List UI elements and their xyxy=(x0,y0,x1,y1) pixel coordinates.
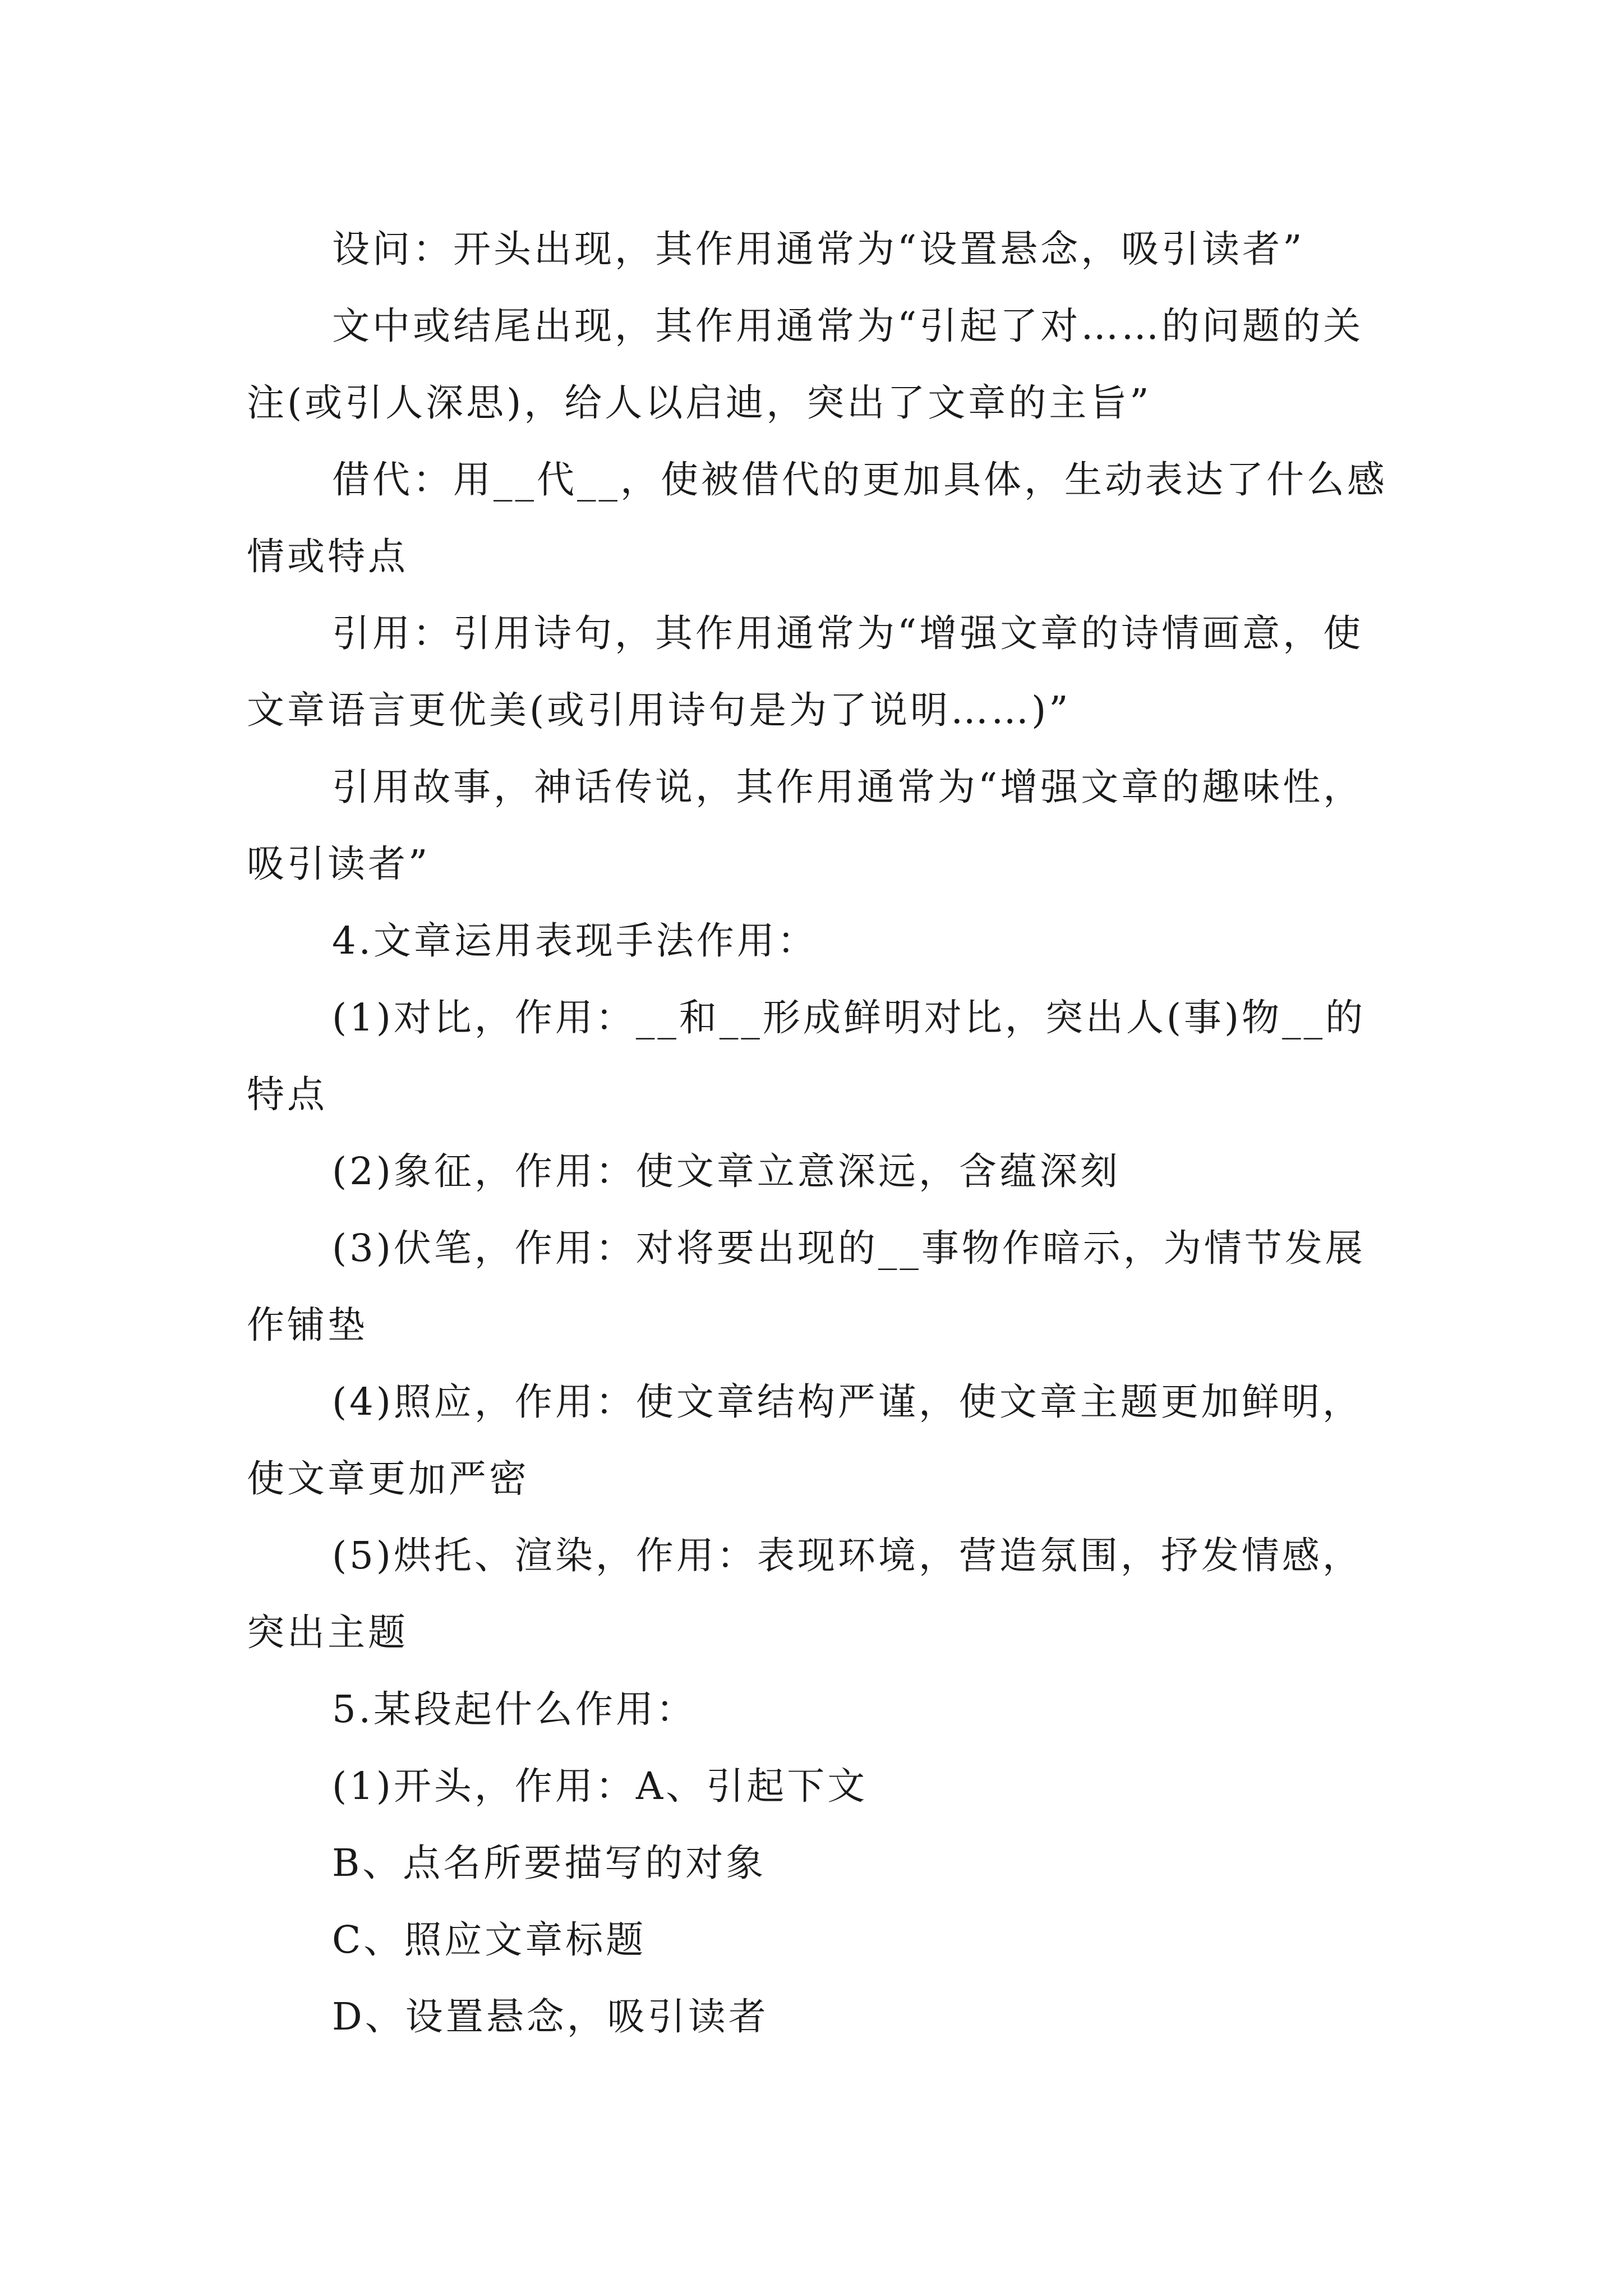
paragraph-echoing: (4)照应，作用：使文章结构严谨，使文章主题更加鲜明，使文章更加严密 xyxy=(247,1380,1363,1501)
list-item-b: B、点名所要描写的对象 xyxy=(332,1841,767,1885)
section-heading-paragraph-function: 5.某段起什么作用： xyxy=(332,1687,697,1731)
list-item-d: D、设置悬念，吸引读者 xyxy=(332,1995,769,2039)
paragraph-setting-off: (5)烘托、渲染，作用：表现环境，营造氛围，抒发情感，突出主题 xyxy=(247,1534,1363,1654)
paragraph-symbolism: (2)象征，作用：使文章立意深远，含蕴深刻 xyxy=(332,1149,1121,1193)
paragraph-contrast: (1)对比，作用：__和__形成鲜明对比，突出人(事)物__的特点 xyxy=(247,996,1366,1116)
paragraph-quotation-poems: 引用：引用诗句，其作用通常为“增强文章的诗情画意，使文章语言更优美(或引用诗句是为了说明……)” xyxy=(247,611,1364,732)
section-heading-expression-techniques: 4.文章运用表现手法作用： xyxy=(332,919,818,963)
paragraph-quotation-stories: 引用故事，神话传说，其作用通常为“增强文章的趣味性，吸引读者” xyxy=(247,765,1364,886)
document-body xyxy=(247,211,1402,2055)
paragraph-metonymy: 借代：用__代__，使被借代的更加具体，生动表达了什么感情或特点 xyxy=(247,458,1387,578)
list-item-c: C、照应文章标题 xyxy=(332,1918,647,1962)
paragraph-opening-function: (1)开头，作用：A、引起下文 xyxy=(332,1764,868,1808)
paragraph-rhetorical-question-middle-end: 文中或结尾出现，其作用通常为“引起了对……的问题的关注(或引人深思)，给人以启迪，突出了文章的主旨” xyxy=(247,304,1364,425)
paragraph-rhetorical-question-opening: 设问：开头出现，其作用通常为“设置悬念，吸引读者” xyxy=(332,227,1305,271)
paragraph-foreshadowing: (3)伏笔，作用：对将要出现的__事物作暗示，为情节发展作铺垫 xyxy=(247,1226,1366,1347)
